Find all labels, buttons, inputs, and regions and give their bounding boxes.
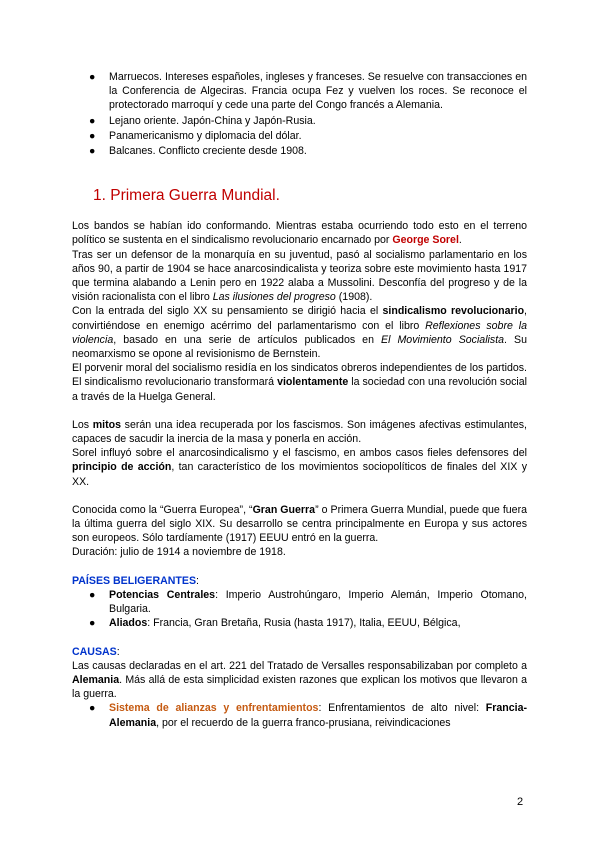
bullet-icon: ● (89, 129, 96, 142)
list-item: ● Marruecos. Intereses españoles, ingleses y franceses. Se resuelve con transacciones en la Conferencia de Algeciras. Francia ocupa Fez y vuelven los roces. Se reconoce el protectorado marroquí y cede una parte del Congo francés a Alemania. (89, 71, 527, 112)
paragraph-duracion: Duración: julio de 1914 a noviembre de 1918. (72, 546, 286, 559)
list-item: ● Aliados: Francia, Gran Bretaña, Rusia (hasta 1917), Italia, EEUU, Bélgica, (89, 617, 461, 630)
list-item: ● Balcanes. Conflicto creciente desde 1908. (89, 145, 307, 158)
paragraph-sorel-influencia: Sorel influyó sobre el anarcosindicalismo y el fascismo, en ambos casos fieles defensores del principio de acción, tan característico de los movimientos sociopolíticos de finales del XIX y XX. (72, 447, 527, 488)
list-item: ● Panamericanismo y diplomacia del dólar. (89, 129, 302, 142)
bullet-icon: ● (89, 71, 96, 83)
paragraph-mitos: Los mitos serán una idea recuperada por los fascismos. Son imágenes afectivas estimulantes, capaces de sacudir la inercia de la masa y ponerla en acción. (72, 418, 527, 446)
book-title: Reflexiones sobre la violencia (72, 319, 527, 346)
paragraph-causas: Las causas declaradas en el art. 221 del Tratado de Versalles responsabilizaban por completo a Alemania. Más allá de esta simplicidad existen razones que explican los motivos que llevaron a la guerra. (72, 659, 527, 701)
paragraph-porvenir: El porvenir moral del socialismo residía en los sindicatos obreros independientes de los partidos. El sindicalismo revolucionario transformará violentamente la sociedad con una revolución social a través de la Huelga General. (72, 362, 527, 403)
book-title: El Movimiento Socialista (381, 333, 505, 346)
bullet-icon: ● (89, 114, 96, 127)
causas-list (72, 701, 527, 729)
page-number: 2 (517, 796, 524, 808)
list-item: ● Lejano oriente. Japón-China y Japón-Rusia. (89, 114, 316, 127)
list-item: ● Sistema de alianzas y enfrentamientos: Enfrentamientos de alto nivel: Francia-Alemania, por el recuerdo de la guerra franco-prusiana, reivindicaciones (89, 702, 527, 729)
bullet-icon: ● (89, 588, 96, 601)
paragraph-siglo-xx: Con la entrada del siglo XX su pensamiento se dirigió hacia el sindicalismo revolucionario, convirtiéndose en enemigo acérrimo del parlamentarismo con el libro Reflexiones sobre la violencia, basado en una serie de artículos publicados en El Movimiento Socialista. Su neomarxismo se opone al revisionismo de Bernstein. (72, 305, 527, 361)
beligerantes-title: PAÍSES BELIGERANTES: (72, 574, 199, 587)
top-bullet-list (72, 70, 527, 158)
beligerantes-list (72, 588, 527, 631)
book-title: Las ilusiones del progreso (212, 291, 336, 304)
paragraph-gran-guerra: Conocida como la “Guerra Europea”, “Gran Guerra” o Primera Guerra Mundial, puede que fuera la última guerra del siglo XIX. Su desarrollo se centra principalmente en Europa y sus actores son europeos. Sólo tardíamente (1917) EEUU entró en la guerra. (72, 503, 527, 545)
paragraph-biografia: Tras ser un defensor de la monarquía en su juventud, pasó al socialismo parlamentario en los años 90, a partir de 1904 se hace anarcosindicalista y teoriza sobre este movimiento hasta 1917 que termina alabando a Lenin pero en 1922 alaba a Mussolini. Desconfía del progreso y de la visión racionalista con el libro Las ilusiones del progreso (1908). (72, 248, 527, 304)
highlight-name: George Sorel (392, 234, 459, 247)
bullet-icon: ● (89, 145, 96, 158)
causas-title: CAUSAS: (72, 645, 120, 658)
paragraph-bandos: Los bandos se habían ido conformando. Mientras estaba ocurriendo todo esto en el terreno político se sustenta en el sindicalismo revolucionario encarnado por George Sorel. (72, 220, 527, 247)
section-heading: 1. Primera Guerra Mundial. (93, 187, 280, 205)
list-item: ● Potencias Centrales: Imperio Austrohúngaro, Imperio Alemán, Imperio Otomano, Bulgaria. (89, 588, 527, 616)
bullet-icon: ● (89, 702, 96, 715)
page-content (72, 70, 527, 730)
bullet-icon: ● (89, 617, 96, 630)
